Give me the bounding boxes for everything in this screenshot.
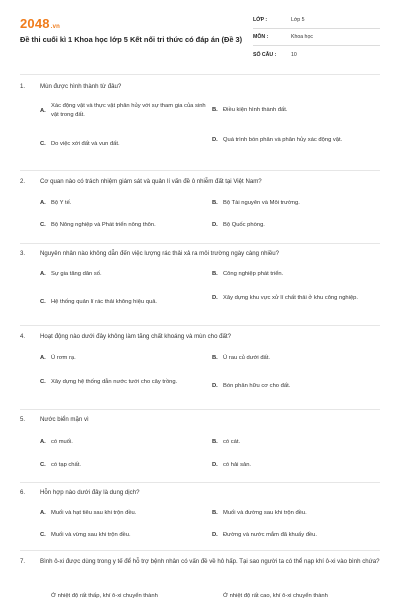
- option-b[interactable]: [212, 199, 382, 208]
- question-text: Nguyên nhân nào không dẫn đến việc lượng rác thải xả ra môi trường ngày càng nhiều?: [40, 250, 280, 257]
- meta-value: Lớp 5: [291, 17, 305, 23]
- question-text: Nước biển mặn vì: [40, 416, 89, 423]
- option-text: có tạp chất.: [51, 462, 81, 468]
- meta-label: LỚP :: [253, 17, 268, 23]
- option-c[interactable]: [40, 221, 210, 230]
- option-c[interactable]: [40, 531, 210, 540]
- option-text: Muối và vừng sau khi trộn đều.: [51, 532, 131, 538]
- option-letter: B.: [212, 271, 218, 277]
- option-d[interactable]: [212, 382, 382, 391]
- option-b[interactable]: [212, 438, 382, 447]
- option-b[interactable]: [212, 354, 382, 363]
- question-number: 5.: [20, 416, 26, 423]
- document-title: Đề thi cuối kì 1 Khoa học lớp 5 Kết nối tri thức có đáp án (Đề 3): [20, 35, 243, 44]
- question-text: Mùn được hình thành từ đâu?: [40, 83, 122, 90]
- question-7: [20, 550, 380, 600]
- option-text: Bộ Quốc phòng.: [223, 222, 265, 228]
- option-letter: D.: [212, 222, 218, 228]
- option-text: Hệ thống quản lí rác thải không hiệu quả.: [51, 299, 158, 305]
- meta-label: SỐ CÂU :: [253, 51, 277, 58]
- meta-row-grade: [253, 12, 380, 29]
- option-a[interactable]: [40, 102, 210, 120]
- option-letter: A.: [40, 271, 46, 277]
- option-d[interactable]: [212, 461, 382, 470]
- exam-meta-table: [253, 12, 380, 63]
- question-number: 2.: [20, 178, 26, 185]
- option-text: Ủ rau củ dưới đất.: [223, 355, 270, 361]
- option-text: Sự gia tăng dân số.: [51, 271, 102, 277]
- logo-main-text: 2048: [20, 16, 50, 31]
- option-letter: D.: [212, 295, 218, 301]
- question-stem: [20, 177, 380, 187]
- question-number: 6.: [20, 489, 26, 496]
- question-stem: [20, 557, 380, 567]
- question-2: [20, 170, 380, 238]
- question-stem: [20, 415, 380, 425]
- option-a[interactable]: [40, 509, 210, 518]
- meta-value: Khoa học: [291, 34, 313, 40]
- question-text: Bình ô-xi được dùng trong y tế để hỗ trợ bệnh nhân có vấn đề về hô hấp. Tại sao người ta có thể nạp khí ô-xi vào bình chứa?: [40, 558, 380, 565]
- question-6: [20, 482, 380, 548]
- question-stem: [20, 82, 380, 92]
- option-text: Bộ Y tế.: [51, 200, 72, 206]
- option-text: có cát.: [223, 439, 241, 445]
- option-text: Quá trình bón phân và phân hủy xác động vật.: [223, 137, 343, 143]
- question-text: Hoạt động nào dưới đây không làm tăng chất khoáng và mùn cho đất?: [40, 333, 232, 340]
- option-c[interactable]: [40, 461, 210, 470]
- question-1: [20, 74, 380, 162]
- meta-row-question-count: [253, 46, 380, 63]
- option-text: Bộ Nông nghiệp và Phát triển nông thôn.: [51, 222, 156, 228]
- option-c[interactable]: [40, 378, 210, 387]
- option-letter: B.: [212, 107, 218, 113]
- option-d[interactable]: [212, 221, 382, 230]
- option-letter: B.: [212, 439, 218, 445]
- meta-value: 10: [291, 51, 297, 58]
- option-letter: C.: [40, 222, 46, 228]
- question-3: [20, 243, 380, 321]
- question-4: [20, 325, 380, 407]
- option-b[interactable]: [212, 106, 382, 115]
- option-b[interactable]: [212, 592, 382, 600]
- option-letter: D.: [212, 462, 218, 468]
- option-letter: A.: [40, 200, 46, 206]
- option-letter: C.: [40, 532, 46, 538]
- option-d[interactable]: [212, 294, 382, 303]
- option-text: Xây dựng khu vực xử lí chất thải ở khu công nghiệp.: [223, 295, 358, 301]
- option-text: Ở nhiệt độ rất cao, khí ô-xi chuyển thành: [223, 593, 328, 599]
- option-letter: C.: [40, 141, 46, 147]
- question-number: 1.: [20, 83, 26, 90]
- option-letter: C.: [40, 379, 46, 385]
- option-text: Ở nhiệt độ rất thấp, khí ô-xi chuyển thành: [51, 593, 158, 599]
- option-letter: D.: [212, 532, 218, 538]
- option-a[interactable]: [40, 592, 210, 600]
- question-number: 3.: [20, 250, 26, 257]
- site-logo[interactable]: [20, 16, 60, 31]
- option-b[interactable]: [212, 270, 382, 279]
- option-text: Ủ rơm rạ.: [51, 355, 76, 361]
- meta-label: MÔN :: [253, 34, 269, 40]
- question-5: [20, 409, 380, 479]
- option-letter: A.: [40, 107, 46, 114]
- option-d[interactable]: [212, 136, 382, 145]
- option-text: Bộ Tài nguyên và Môi trường.: [223, 200, 300, 206]
- option-letter: A.: [40, 355, 46, 361]
- option-text: Công nghiệp phát triển.: [223, 271, 284, 277]
- option-a[interactable]: [40, 199, 210, 208]
- question-number: 4.: [20, 333, 26, 340]
- question-text: Cơ quan nào có trách nhiệm giám sát và quản lí vấn đề ô nhiễm đất tại Việt Nam?: [40, 178, 262, 185]
- option-b[interactable]: [212, 509, 382, 518]
- option-text: có muối.: [51, 439, 73, 445]
- option-text: Bón phân hữu cơ cho đất.: [223, 383, 291, 389]
- option-text: Xây dựng hệ thống dẫn nước tưới cho cây trồng.: [51, 379, 178, 385]
- logo-suffix-text: .vn: [50, 24, 61, 30]
- option-letter: C.: [40, 299, 46, 305]
- option-letter: B.: [212, 355, 218, 361]
- option-c[interactable]: [40, 140, 210, 149]
- meta-row-subject: [253, 29, 380, 46]
- option-letter: B.: [212, 200, 218, 206]
- question-number: 7.: [20, 558, 26, 565]
- page-header: [20, 12, 380, 62]
- question-stem: [20, 488, 380, 498]
- option-text: có hải sản.: [223, 462, 252, 468]
- option-a[interactable]: [40, 354, 210, 363]
- option-text: Điều kiện hình thành đất.: [223, 107, 288, 113]
- option-letter: C.: [40, 462, 46, 468]
- option-d[interactable]: [212, 531, 382, 540]
- option-a[interactable]: [40, 270, 210, 279]
- option-letter: A.: [40, 510, 46, 516]
- option-text: Do việc xới đất và vun đất.: [51, 141, 120, 147]
- option-text: Xác động vật và thực vật phân hủy với sự tham gia của sinh vật trong đất.: [51, 103, 206, 118]
- question-stem: [20, 249, 380, 259]
- question-text: Hỗn hợp nào dưới đây là dung dịch?: [40, 489, 140, 496]
- option-a[interactable]: [40, 438, 210, 447]
- option-text: Đường và nước mắm đã khuấy đều.: [223, 532, 317, 538]
- option-c[interactable]: [40, 298, 210, 307]
- option-text: Muối và đường sau khi trộn đều.: [223, 510, 307, 516]
- option-letter: D.: [212, 383, 218, 389]
- question-stem: [20, 332, 380, 342]
- option-letter: B.: [212, 510, 218, 516]
- option-text: Muối và hạt tiêu sau khi trộn đều.: [51, 510, 137, 516]
- option-letter: D.: [212, 137, 218, 143]
- option-letter: A.: [40, 439, 46, 445]
